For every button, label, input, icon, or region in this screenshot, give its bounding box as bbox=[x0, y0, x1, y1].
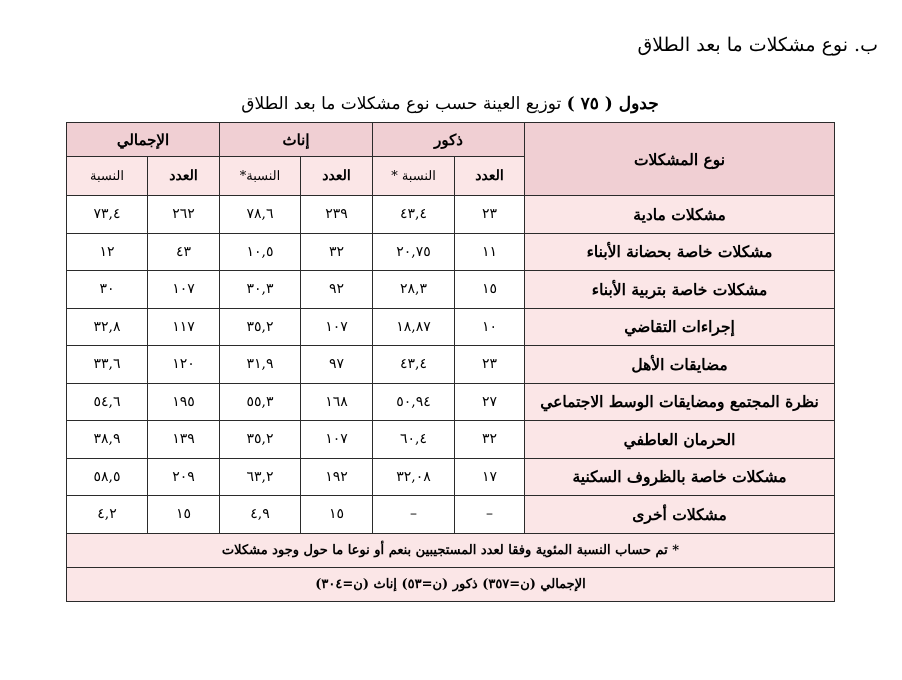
table-totals-note: الإجمالي (ن=٣٥٧) ذكور (ن=٥٣) إناث (ن=٣٠٤) bbox=[67, 567, 835, 601]
cell-male-count: ١٧ bbox=[455, 458, 525, 496]
cell-female-count: ٢٣٩ bbox=[301, 196, 373, 234]
cell-total-percent: ٤,٢ bbox=[67, 496, 148, 534]
table-number: جدول ( ٧٥ ) bbox=[566, 94, 659, 114]
cell-female-percent: ٣١,٩ bbox=[220, 346, 301, 384]
cell-male-percent: ٢٠,٧٥ bbox=[373, 233, 455, 271]
table-row bbox=[67, 458, 835, 496]
cell-female-percent: ٦٣,٢ bbox=[220, 458, 301, 496]
cell-total-percent: ٥٨,٥ bbox=[67, 458, 148, 496]
subheader-total-count: العدد bbox=[148, 157, 220, 196]
cell-male-count: – bbox=[455, 496, 525, 534]
subheader-female-percent: النسبة* bbox=[220, 157, 301, 196]
group-header-female: إناث bbox=[220, 123, 373, 157]
table-footnote: * تم حساب النسبة المئوية وفقا لعدد المستجيبين بنعم أو نوعا ما حول وجود مشكلات bbox=[67, 533, 835, 567]
table-row bbox=[67, 421, 835, 459]
column-header-problem-type: نوع المشكلات bbox=[525, 123, 835, 196]
group-header-total: الإجمالي bbox=[67, 123, 220, 157]
row-label: نظرة المجتمع ومضايقات الوسط الاجتماعي bbox=[525, 383, 835, 421]
table-row bbox=[67, 271, 835, 309]
cell-female-percent: ٣٥,٢ bbox=[220, 308, 301, 346]
cell-female-count: ١٩٢ bbox=[301, 458, 373, 496]
cell-female-count: ١٠٧ bbox=[301, 308, 373, 346]
table-row bbox=[67, 383, 835, 421]
cell-male-count: ٢٣ bbox=[455, 196, 525, 234]
cell-female-percent: ٣٥,٢ bbox=[220, 421, 301, 459]
cell-total-count: ٤٣ bbox=[148, 233, 220, 271]
cell-male-count: ١١ bbox=[455, 233, 525, 271]
row-label: مشكلات خاصة بحضانة الأبناء bbox=[525, 233, 835, 271]
cell-female-count: ٩٧ bbox=[301, 346, 373, 384]
cell-female-count: ١٦٨ bbox=[301, 383, 373, 421]
cell-total-percent: ٣٠ bbox=[67, 271, 148, 309]
cell-male-count: ١٠ bbox=[455, 308, 525, 346]
cell-male-percent: ٦٠,٤ bbox=[373, 421, 455, 459]
table-row bbox=[67, 308, 835, 346]
cell-female-count: ١٠٧ bbox=[301, 421, 373, 459]
cell-male-percent: ٣٢,٠٨ bbox=[373, 458, 455, 496]
cell-male-count: ١٥ bbox=[455, 271, 525, 309]
row-label: مشكلات مادية bbox=[525, 196, 835, 234]
subheader-male-count: العدد bbox=[455, 157, 525, 196]
cell-female-percent: ١٠,٥ bbox=[220, 233, 301, 271]
row-label: مشكلات أخرى bbox=[525, 496, 835, 534]
row-label: إجراءات التقاضي bbox=[525, 308, 835, 346]
cell-female-percent: ٥٥,٣ bbox=[220, 383, 301, 421]
cell-male-percent: ٢٨,٣ bbox=[373, 271, 455, 309]
cell-total-percent: ٣٨,٩ bbox=[67, 421, 148, 459]
cell-male-percent: – bbox=[373, 496, 455, 534]
cell-male-count: ٣٢ bbox=[455, 421, 525, 459]
subheader-total-percent: النسبة bbox=[67, 157, 148, 196]
row-label: الحرمان العاطفي bbox=[525, 421, 835, 459]
cell-female-percent: ٣٠,٣ bbox=[220, 271, 301, 309]
cell-total-count: ١٠٧ bbox=[148, 271, 220, 309]
subheader-male-percent: النسبة * bbox=[373, 157, 455, 196]
row-label: مضايقات الأهل bbox=[525, 346, 835, 384]
cell-total-count: ١٥ bbox=[148, 496, 220, 534]
cell-total-count: ٢٦٢ bbox=[148, 196, 220, 234]
cell-male-percent: ٤٣,٤ bbox=[373, 196, 455, 234]
cell-female-percent: ٧٨,٦ bbox=[220, 196, 301, 234]
table-row bbox=[67, 346, 835, 384]
cell-total-percent: ٣٣,٦ bbox=[67, 346, 148, 384]
cell-female-count: ٩٢ bbox=[301, 271, 373, 309]
cell-male-percent: ١٨,٨٧ bbox=[373, 308, 455, 346]
cell-total-percent: ١٢ bbox=[67, 233, 148, 271]
cell-male-count: ٢٣ bbox=[455, 346, 525, 384]
group-header-male: ذكور bbox=[373, 123, 525, 157]
table-row bbox=[67, 233, 835, 271]
cell-female-percent: ٤,٩ bbox=[220, 496, 301, 534]
row-label: مشكلات خاصة بالظروف السكنية bbox=[525, 458, 835, 496]
data-table bbox=[66, 122, 835, 602]
cell-total-count: ١٣٩ bbox=[148, 421, 220, 459]
table-title: توزيع العينة حسب نوع مشكلات ما بعد الطلاق bbox=[241, 94, 567, 114]
subheader-female-count: العدد bbox=[301, 157, 373, 196]
cell-total-percent: ٥٤,٦ bbox=[67, 383, 148, 421]
cell-female-count: ٣٢ bbox=[301, 233, 373, 271]
section-heading: ب. نوع مشكلات ما بعد الطلاق bbox=[637, 34, 878, 56]
row-label: مشكلات خاصة بتربية الأبناء bbox=[525, 271, 835, 309]
table-row bbox=[67, 196, 835, 234]
cell-female-count: ١٥ bbox=[301, 496, 373, 534]
cell-total-percent: ٧٣,٤ bbox=[67, 196, 148, 234]
table-caption bbox=[66, 94, 834, 114]
cell-male-percent: ٤٣,٤ bbox=[373, 346, 455, 384]
cell-total-count: ١١٧ bbox=[148, 308, 220, 346]
cell-total-count: ١٩٥ bbox=[148, 383, 220, 421]
cell-total-percent: ٣٢,٨ bbox=[67, 308, 148, 346]
cell-male-percent: ٥٠,٩٤ bbox=[373, 383, 455, 421]
cell-total-count: ٢٠٩ bbox=[148, 458, 220, 496]
table-row bbox=[67, 496, 835, 534]
cell-male-count: ٢٧ bbox=[455, 383, 525, 421]
cell-total-count: ١٢٠ bbox=[148, 346, 220, 384]
